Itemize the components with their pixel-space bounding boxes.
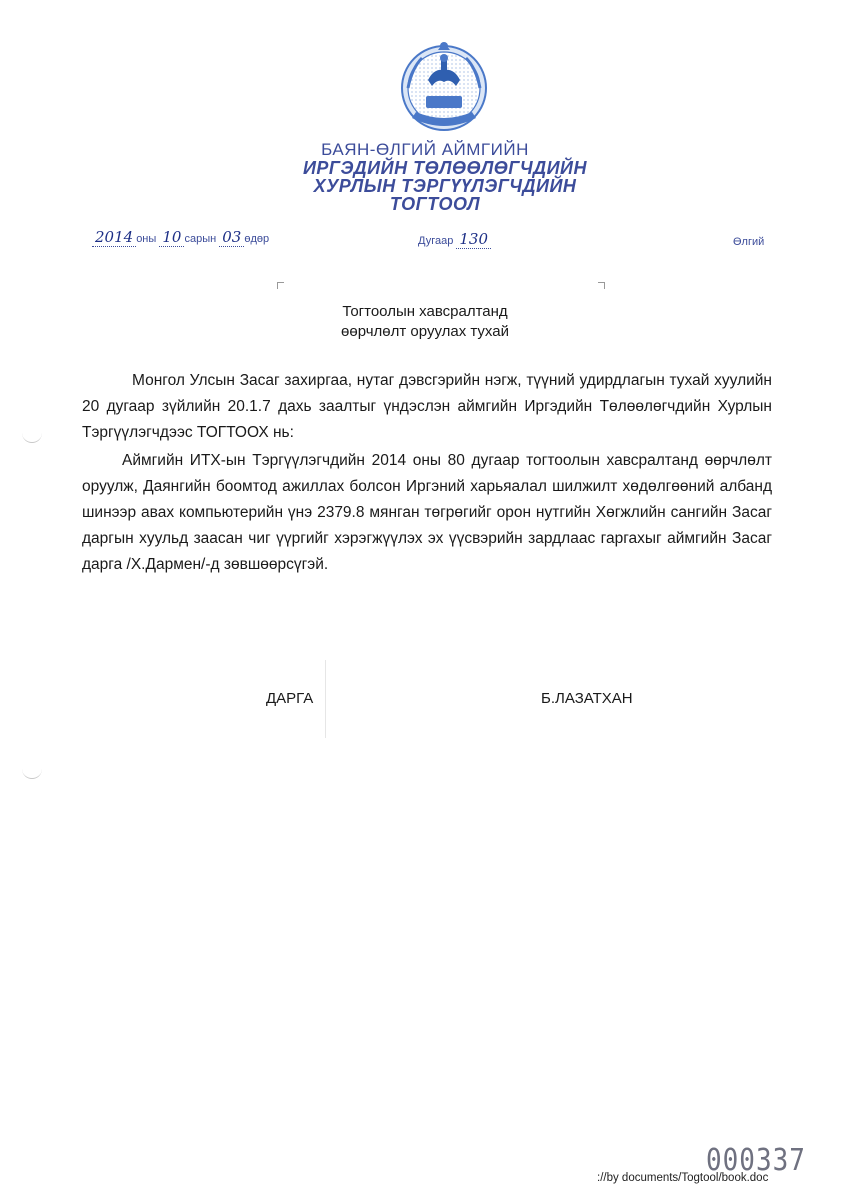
header-organization-line1: БАЯН-ӨЛГИЙ АЙМГИЙН (321, 140, 529, 159)
subject-line1: Тогтоолын хавсралтанд (342, 303, 508, 320)
signature-fold-mark (325, 660, 326, 738)
subject-corner-left (277, 282, 284, 289)
body-paragraph-1: Монгол Улсын Засаг захиргаа, нутаг дэвсгэрийн нэгж, түүний удирдлагын тухай хуулийн 20 дугаар зүйлийн 20.1.7 дахь заалтыг үндэслэн аймгийн Иргэдийн Төлөөлөгчдийн Хурлын Тэргүүлэгчдээс ТОГТООХ нь: (82, 372, 772, 441)
punch-hole-mark (22, 762, 42, 779)
document-number-row (418, 230, 491, 249)
document-body (82, 368, 772, 578)
date-month-label: сарын (184, 233, 217, 245)
date-year-label: оны (136, 233, 157, 245)
document-number: 130 (456, 230, 491, 249)
signature-name: Б.ЛАЗАТХАН (541, 690, 633, 707)
date-day: 03 (219, 228, 244, 247)
file-path-footer: ://by documents/Togtool/book.doc (597, 1172, 769, 1184)
document-subject (0, 302, 850, 342)
header-organization-line3: ХУРЛЫН ТЭРГҮҮЛЭГЧДИЙН (313, 176, 577, 196)
subject-line2: өөрчлөлт оруулах тухай (341, 323, 509, 340)
document-number-label: Дугаар (418, 235, 454, 247)
date-year: 2014 (92, 228, 136, 247)
state-emblem-icon (398, 38, 490, 134)
date-row (92, 228, 269, 247)
document-type-title: ТОГТООЛ (389, 194, 481, 214)
date-day-label: өдөр (244, 233, 270, 245)
document-place: Өлгий (733, 236, 765, 248)
punch-hole-mark (22, 426, 42, 443)
signature-title: ДАРГА (266, 690, 314, 707)
body-paragraph-2: Аймгийн ИТХ-ын Тэргүүлэгчдийн 2014 оны 80 дугаар тогтоолын хавсралтанд өөрчлөлт оруулж, Даянгийн боомтод ажиллах болсон Иргэний харьяалал шилжилт хөдөлгөөний албанд шинээр авах компьютерийн үнэ 2379.8 мянган төгрөгийг орон нутгийн Хөгжлийн сангийн Засаг даргын хуульд заасан чиг үүргийг хэрэгжүүлэх эх үүсвэрийн зардлаас гаргахыг аймгийн Засаг дарга /Х.Дармен/-д зөвшөөрсүгэй. (82, 452, 772, 573)
date-month: 10 (159, 228, 184, 247)
page-stamp-number: 000337 (706, 1143, 806, 1179)
subject-corner-right (598, 282, 605, 289)
header-organization-line2: ИРГЭДИЙН ТӨЛӨӨЛӨГЧДИЙН (302, 158, 587, 178)
